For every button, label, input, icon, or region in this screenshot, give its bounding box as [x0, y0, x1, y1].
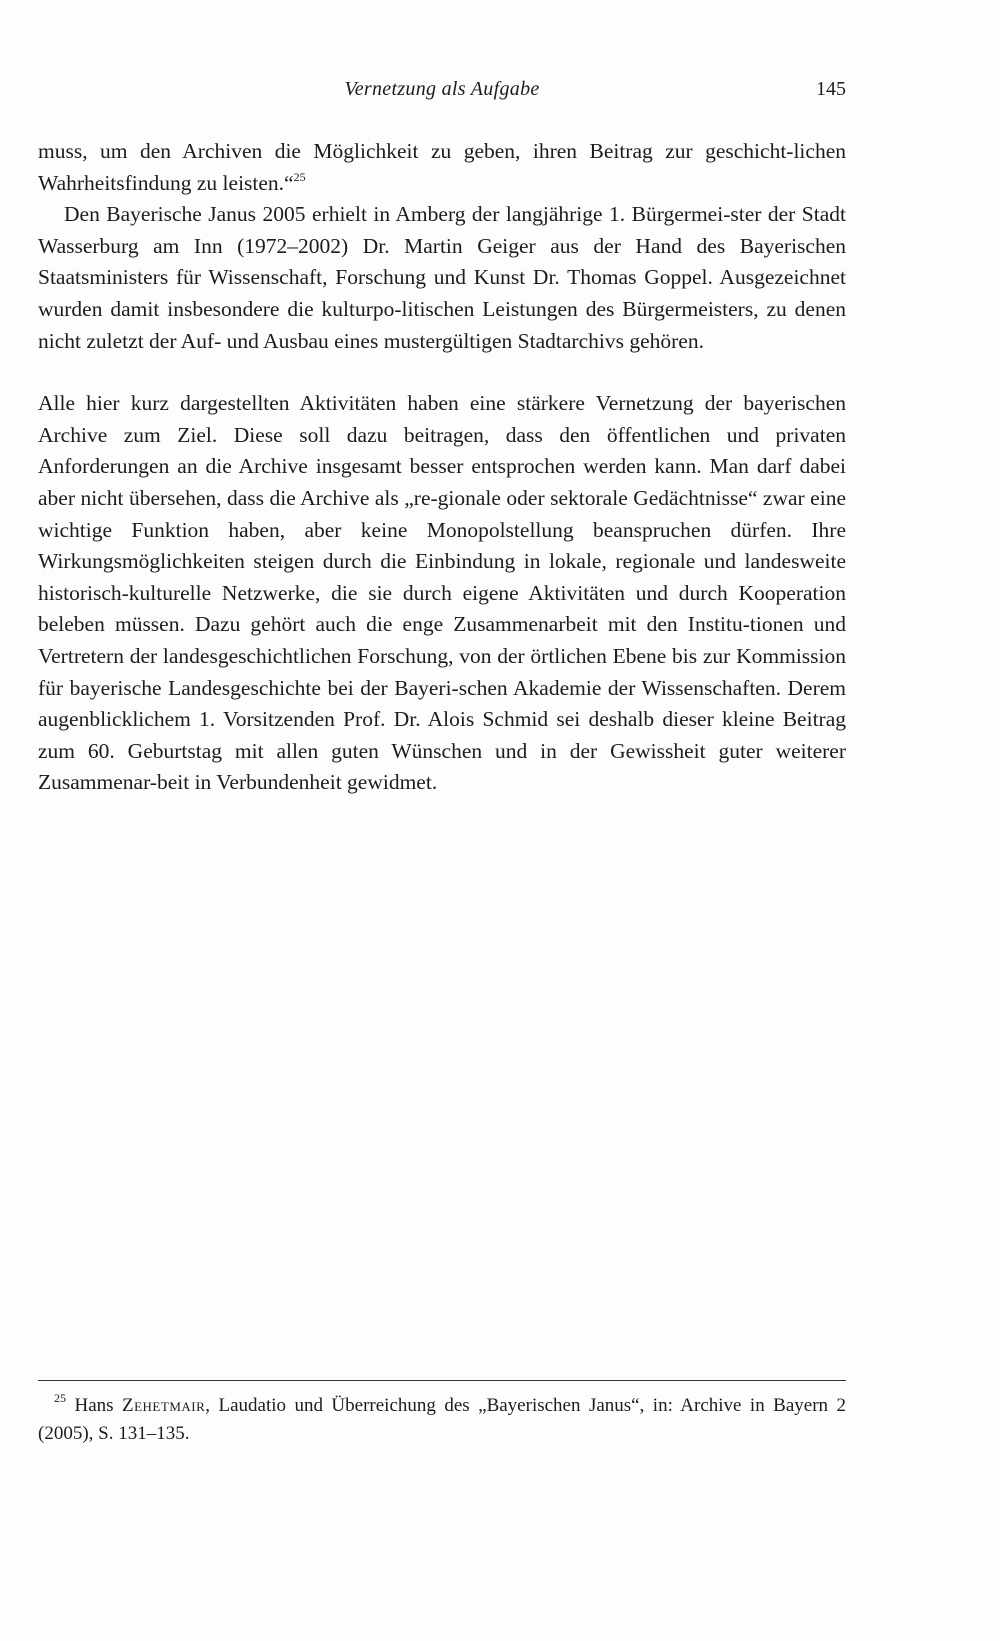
footnote-number: 25: [54, 1391, 66, 1405]
page-number: 145: [816, 78, 846, 100]
paragraph-2: Den Bayerische Janus 2005 erhielt in Amberg der langjährige 1. Bürgermei-ster der Stadt Wasserburg am Inn (1972–2002) Dr. Martin Geiger aus der Hand des Bayerischen Staatsministers für Wissenschaft, Forschung und Kunst Dr. Thomas Goppel. Ausgezeichnet wurden damit insbesondere die kulturpo-litischen Leistungen des Bürgermeisters, zu denen nicht zuletzt der Auf- und Ausbau eines mustergültigen Stadtarchivs gehören.: [38, 202, 846, 353]
footnote-divider: [38, 1380, 846, 1381]
paragraph-3: Alle hier kurz dargestellten Aktivitäten haben eine stärkere Vernetzung der bayerischen Archive zum Ziel. Diese soll dazu beitragen, dass den öffentlichen und privaten Anforderungen an die Archive insgesamt besser entsprochen werden kann. Man darf dabei aber nicht übersehen, dass die Archive als „re-gionale oder sektorale Gedächtnisse“ zwar eine wichtige Funktion haben, aber keine Monopolstellung beanspruchen dürfen. Ihre Wirkungsmöglichkeiten steigen durch die Einbindung in lokale, regionale und landesweite historisch-kulturelle Netzwerke, die sie durch eigene Aktivitäten und durch Kooperation beleben müssen. Dazu gehört auch die enge Zusammenarbeit mit den Institu-tionen und Vertretern der landesgeschichtlichen Forschung, von der örtlichen Ebene bis zur Kommission für bayerische Landesgeschichte bei der Bayeri-schen Akademie der Wissenschaften. Derem augenblicklichem 1. Vorsitzenden Prof. Dr. Alois Schmid sei deshalb dieser kleine Beitrag zum 60. Geburtstag mit allen guten Wünschen und in der Gewissheit guter weiterer Zusammenar-beit in Verbundenheit gewidmet.: [38, 391, 846, 795]
footnote-author-first: Hans: [74, 1395, 114, 1416]
footnotes: [38, 1392, 846, 1448]
running-title: Vernetzung als Aufgabe: [344, 78, 540, 100]
footnote-author-last: Zehetmair: [122, 1395, 206, 1416]
paragraph-1: [38, 136, 846, 199]
paragraph-1-text: muss, um den Archiven die Möglichkeit zu geben, ihren Beitrag zur geschicht-lichen Wahrheitsfindung zu leisten.“: [38, 139, 846, 195]
main-text: [38, 136, 846, 799]
footnote-reference: 25: [293, 169, 306, 184]
footnote-text: , Laudatio und Überreichung des „Bayerischen Janus“, in: Archive in Bayern 2 (2005), S. 131–135.: [38, 1395, 847, 1444]
footnote-item: [38, 1392, 846, 1448]
page-header: [38, 78, 846, 108]
